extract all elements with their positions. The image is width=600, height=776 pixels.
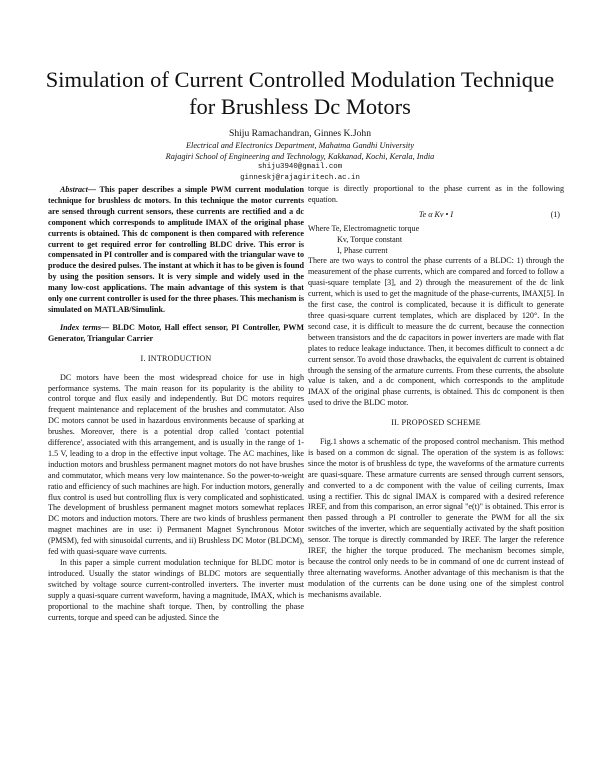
authors: Shiju Ramachandran, Ginnes K.John [228, 128, 372, 139]
email-2: ginneskj@rajagiritech.ac.in [240, 174, 360, 182]
abstract-text: This paper describes a simple PWM current modulation technique for brushless dc motors. In this technique the motor currents are sensed through current sensors, these currents are rectified and a dc component which corresponds to amplitude IMAX of the original phase currents is obtained. This dc component is then compared with reference current to get required error for controlling BLDC drive. This error is compensated in PI controller and is compared with the triangular wave to produce the desired pulses. The instant at which it has to be given is found by using the position sensors. It is very simple and widely used in the many low-cost applications. The main advantage of this system is that only one current controller is used for the three phases. This mechanism is simulated on MATLAB/Simulink. [48, 185, 304, 314]
where-i: I, Phase current [337, 245, 388, 255]
right-paragraph-3: Fig.1 shows a schematic of the proposed control mechanism. This method is based on a common dc signal. The operation of the system is as follows: since the motor is of brushless dc type, the waveforms of the armature currents are quasi-square. These armature currents are sensed through current sensors, and converted to a dc component with the value of ceiling currents, Imax using a rectifier. This dc signal IMAX is compared with a desired reference IREF, and from this comparison, an error signal "e(t)" is obtained. This error is then passed through a PI controller to generate the PWM for all the six switches of the inverter, which are sequentially activated by the shaft position sensor. The torque is directly commanded by IREF. The larger the reference IREF, the higher the torque produced. The mechanism becomes simple, because the control only needs to be in command of one dc current instead of three alternating waveforms. Another advantage of this mechanism is that the modulation of the currents can be done using one of the simplest control mechanisms available. [308, 437, 564, 599]
author-line [40, 128, 560, 140]
equation-1 [308, 210, 564, 221]
index-terms-label: Index terms [60, 322, 101, 332]
email-1: shiju3940@gmail.com [257, 163, 343, 171]
index-terms: Index terms— BLDC Motor, Hall effect sensor, PI Controller, PWM Generator, Triangular Carrier [48, 322, 304, 343]
where-line: Where Te, Electromagnetic torque [308, 223, 420, 233]
emails [40, 162, 560, 184]
index-terms-text: BLDC Motor, Hall effect sensor, PI Controller, PWM Generator, Triangular Carrier [48, 322, 304, 343]
intro-paragraph-1: DC motors have been the most widespread choice for use in high performance systems. The main reason for its popularity is the ability to control torque and flux easily and independently. But DC motors requires frequent maintenance and replacement of the brushes and commutator. Also DC motors cannot be used in hazardous environments because of sparking at brushes. Moreover, there is a potential drop called 'contact potential difference', associated with this arrangement, and is usually in the range of 1-1.5 V, leading to a drop in the effective input voltage. The AC machines, like induction motors and brushless permanent magnet motors do not have brushes and commutator, which means very low maintenance. So the power-to-weight ratio and efficiency of such machines are high. For induction motors, generally flux control is used but controlling flux is very complicated and sophisticated. The development of brushless permanent magnet motors somewhat replaces DC motors and induction motors. There are two kinds of brushless permanent magnet machines are in use: i) Permanent Magnet Synchronous Motor (PMSM), fed with sinusoidal currents, and ii) Brushless DC Motor (BLDCM), fed with quasi-square wave currents. [48, 372, 304, 557]
section-heading-introduction: I. INTRODUCTION [140, 353, 212, 363]
abstract: Abstract— This paper describes a simple PWM current modulation technique for brushless dc motors. In this technique the motor currents are sensed through current sensors, these currents are rectified and a dc component which corresponds to amplitude IMAX of the original phase currents is obtained. This dc component is then compared with reference current to get required error for controlling BLDC drive. This error is compensated in PI controller and is compared with the triangular wave to produce the desired pulses. The instant at which it has to be given is found by using the position sensors. It is very simple and widely used in the many low-cost applications. The main advantage of this system is that only one current controller is used for the three phases. This mechanism is simulated on MATLAB/Simulink. [48, 185, 304, 314]
abstract-label: Abstract [60, 185, 88, 194]
right-paragraph-2: There are two ways to control the phase currents of a BLDC: 1) through the measurement of the phase currents, which are compared and forced to follow a quasi-square template [3], and 2) through the measurement of the dc link current, which is used to get the magnitude of the phase-currents, IMAX[5]. In the first case, the control is complicated, because it is difficult to generate three quasi-square current templates, which are displaced by 120°. In the second case, it is difficult to measure the dc current, because the connection between transistors and the dc capacitors in power inverters are made with flat plates to reduce leakage inductance. Then, it becomes difficult to connect a dc current sensor. To avoid those drawbacks, the equivalent dc current is obtained through the sensing of the armature currents. From these currents, the absolute value is taken, and a dc component, which corresponds to the amplitude IMAX of the original phase currents, is obtained. This dc component is then used to drive the BLDC motor. [308, 256, 564, 408]
affiliation-department: Electrical and Electronics Department, Mahatma Gandhi University [185, 141, 415, 150]
equation-body: Te α Kv • I [418, 209, 454, 219]
intro-paragraph-2: In this paper a simple current modulation technique for BLDC motor is introduced. Usually the stator windings of BLDC motors are sequentially switched by voltage source current-controlled inverters. The inverter must supply a quasi-square current waveform, having a magnitude, IMAX, which is proportional to the machine shaft torque. Then, by controlling the phase currents, torque and speed can be adjusted. Since the [48, 558, 304, 622]
affiliation [40, 140, 560, 162]
section-heading-proposed-scheme: II. PROPOSED SCHEME [391, 418, 481, 428]
equation-number: (1) [550, 209, 560, 219]
right-column [308, 184, 564, 601]
paper-title: Simulation of Current Controlled Modulation Technique for Brushless Dc Motors [45, 67, 555, 119]
left-column [48, 185, 304, 623]
affiliation-institution: Rajagiri School of Engineering and Technology, Kakkanad, Kochi, Kerala, India [165, 152, 435, 161]
right-paragraph-1: torque is directly proportional to the phase current as in the following equation. [308, 184, 564, 204]
where-kv: Kv, Torque constant [337, 234, 403, 244]
